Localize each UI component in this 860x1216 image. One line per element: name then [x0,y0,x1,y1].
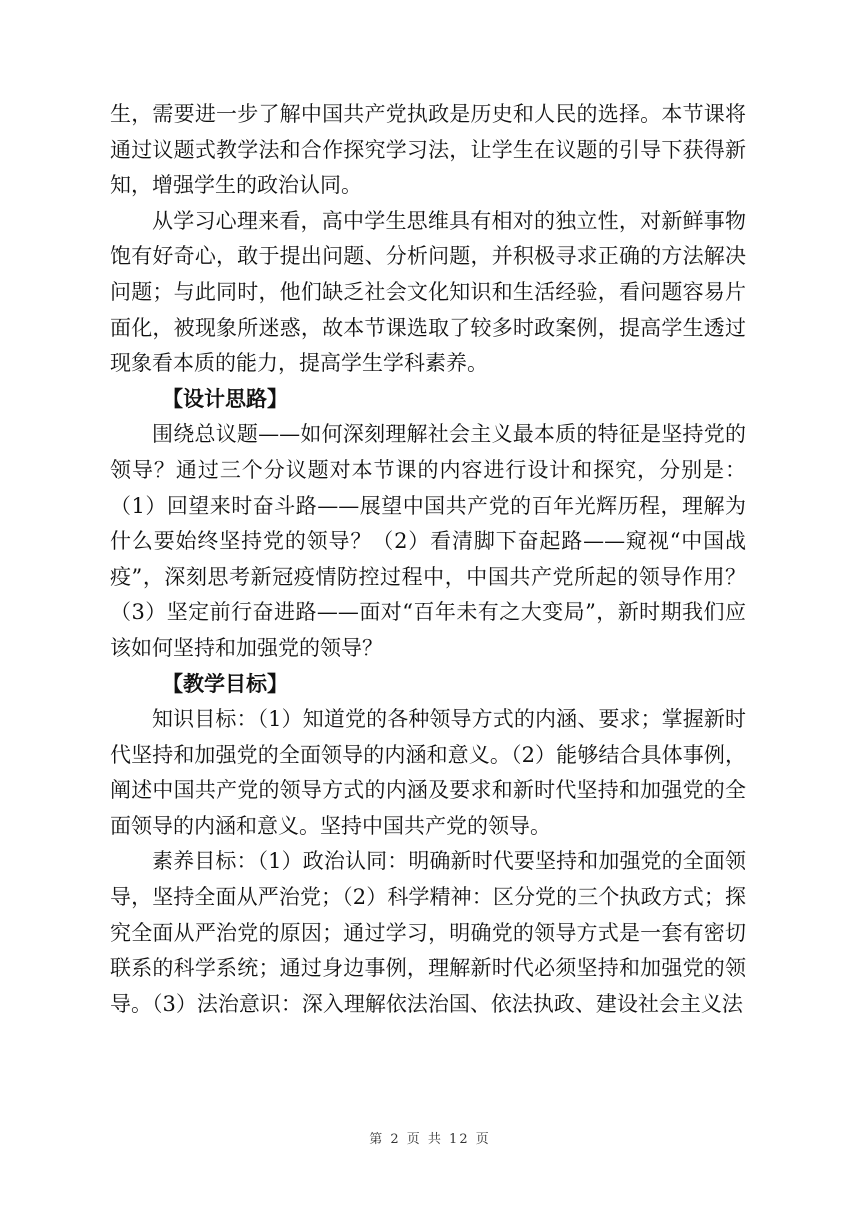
paragraph-literacy-goals: 素养目标：（1）政治认同：明确新时代要坚持和加强党的全面领导，坚持全面从严治党；（2）科学精神：区分党的三个执政方式；探究全面从严治党的原因；通过学习，明确党的领导方式是一套有密切联系的科学系统；通过身边事例，理解新时代必须坚持和加强党的领导。（3）法治意识：深入理解依法治国、依法执政、建设社会主义法 [110,849,746,1016]
heading-design-ideas: 【设计思路】 [162,386,288,411]
page-number-footer: 第 2 页 共 12 页 [369,1132,491,1147]
document-body [110,97,746,1022]
heading-teaching-goals: 【教学目标】 [162,671,288,696]
paragraph-intro-continuation: 生，需要进一步了解中国共产党执政是历史和人民的选择。本节课将通过议题式教学法和合作探究学习法，让学生在议题的引导下获得新知，增强学生的政治认同。 [110,102,746,198]
paragraph-knowledge-goals: 知识目标：（1）知道党的各种领导方式的内涵、要求；掌握新时代坚持和加强党的全面领导的内涵和意义。（2）能够结合具体事例，阐述中国共产党的领导方式的内涵及要求和新时代坚持和加强党的全面领导的内涵和意义。坚持中国共产党的领导。 [110,707,746,838]
paragraph-learning-psychology: 从学习心理来看，高中学生思维具有相对的独立性，对新鲜事物饱有好奇心，敢于提出问题、分析问题，并积极寻求正确的方法解决问题；与此同时，他们缺乏社会文化知识和生活经验，看问题容易片面化，被现象所迷惑，故本节课选取了较多时政案例，提高学生透过现象看本质的能力，提高学生学科素养。 [110,208,746,376]
paragraph-design-ideas: 围绕总议题——如何深刻理解社会主义最本质的特征是坚持党的领导？通过三个分议题对本节课的内容进行设计和探究，分别是：（1）回望来时奋斗路——展望中国共产党的百年光辉历程，理解为什么要始终坚持党的领导？（2）看清脚下奋起路——窥视“中国战疫”，深刻思考新冠疫情防控过程中，中国共产党所起的领导作用？（3）坚定前行奋进路——面对“百年未有之大变局”，新时期我们应该如何坚持和加强党的领导？ [110,422,746,660]
